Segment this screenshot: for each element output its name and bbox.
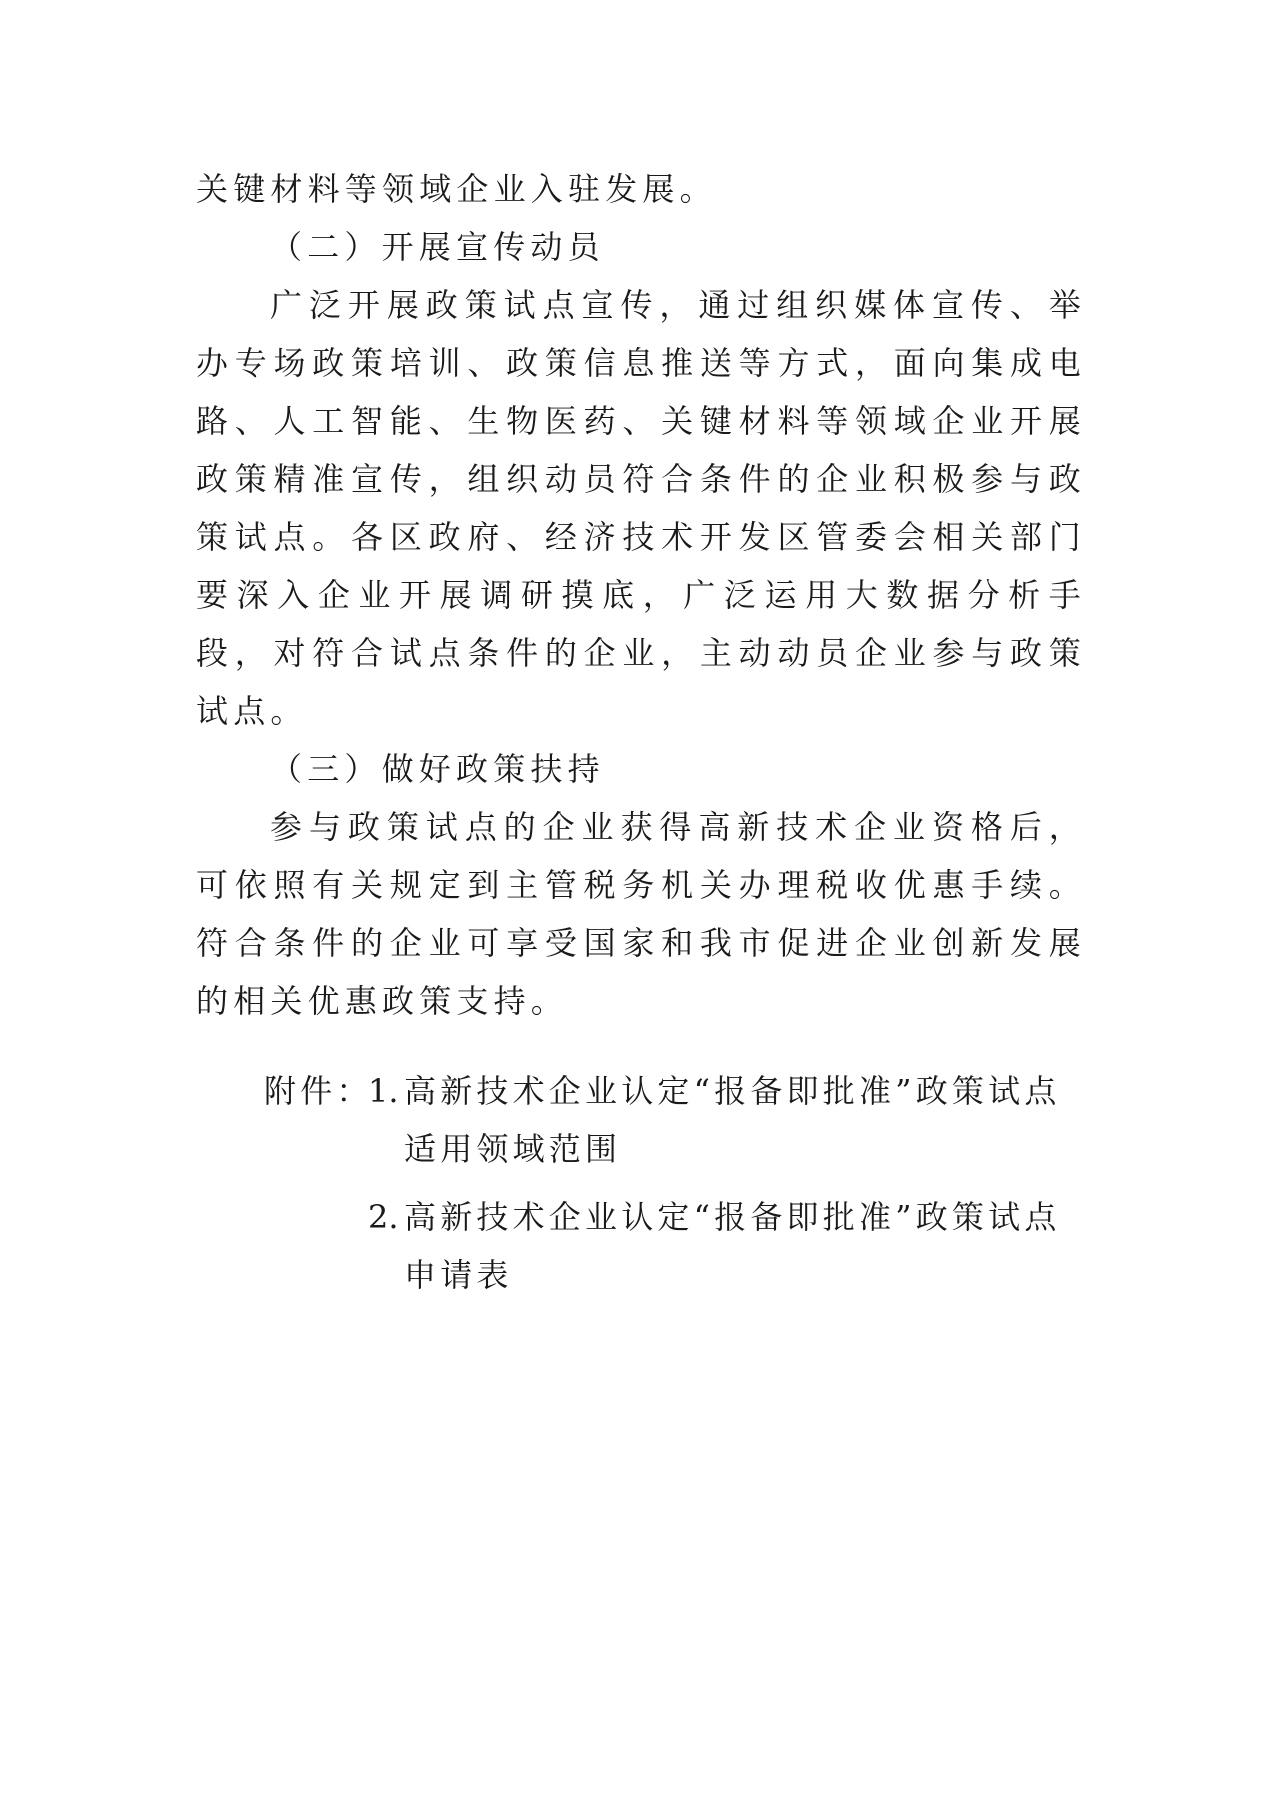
section-body-2: 广泛开展政策试点宣传，通过组织媒体宣传、举办专场政策培训、政策信息推送等方式，面向集成电路、人工智能、生物医药、关键材料等领域企业开展政策精准宣传，组织动员符合条件的企业积极参与政策试点。各区政府、经济技术开发区管委会相关部门要深入企业开展调研摸底，广泛运用大数据分析手段，对符合试点条件的企业，主动动员企业参与政策试点。 [196,286,1086,730]
paragraph-continuation: 关键材料等领域企业入驻发展。 [196,170,717,208]
attachment-number: 1. [368,1072,399,1110]
attachments-label: 附件： [264,1072,373,1110]
section-heading-2: （二）开展宣传动员 [270,228,605,266]
spacer [196,1030,1086,1062]
attachment-title: 高新技术企业认定“报备即批准”政策试点适用领域范围 [404,1072,1061,1168]
attachments-block [196,1062,1086,1304]
document-body [196,160,1086,1304]
section-heading-3: （三）做好政策扶持 [270,750,605,788]
attachment-item [368,1062,1086,1178]
attachment-title: 高新技术企业认定“报备即批准”政策试点申请表 [404,1198,1061,1294]
attachment-item [368,1188,1086,1304]
attachment-number: 2. [368,1198,399,1236]
section-body-3: 参与政策试点的企业获得高新技术企业资格后，可依照有关规定到主管税务机关办理税收优惠手续。符合条件的企业可享受国家和我市促进企业创新发展的相关优惠政策支持。 [196,808,1086,1020]
